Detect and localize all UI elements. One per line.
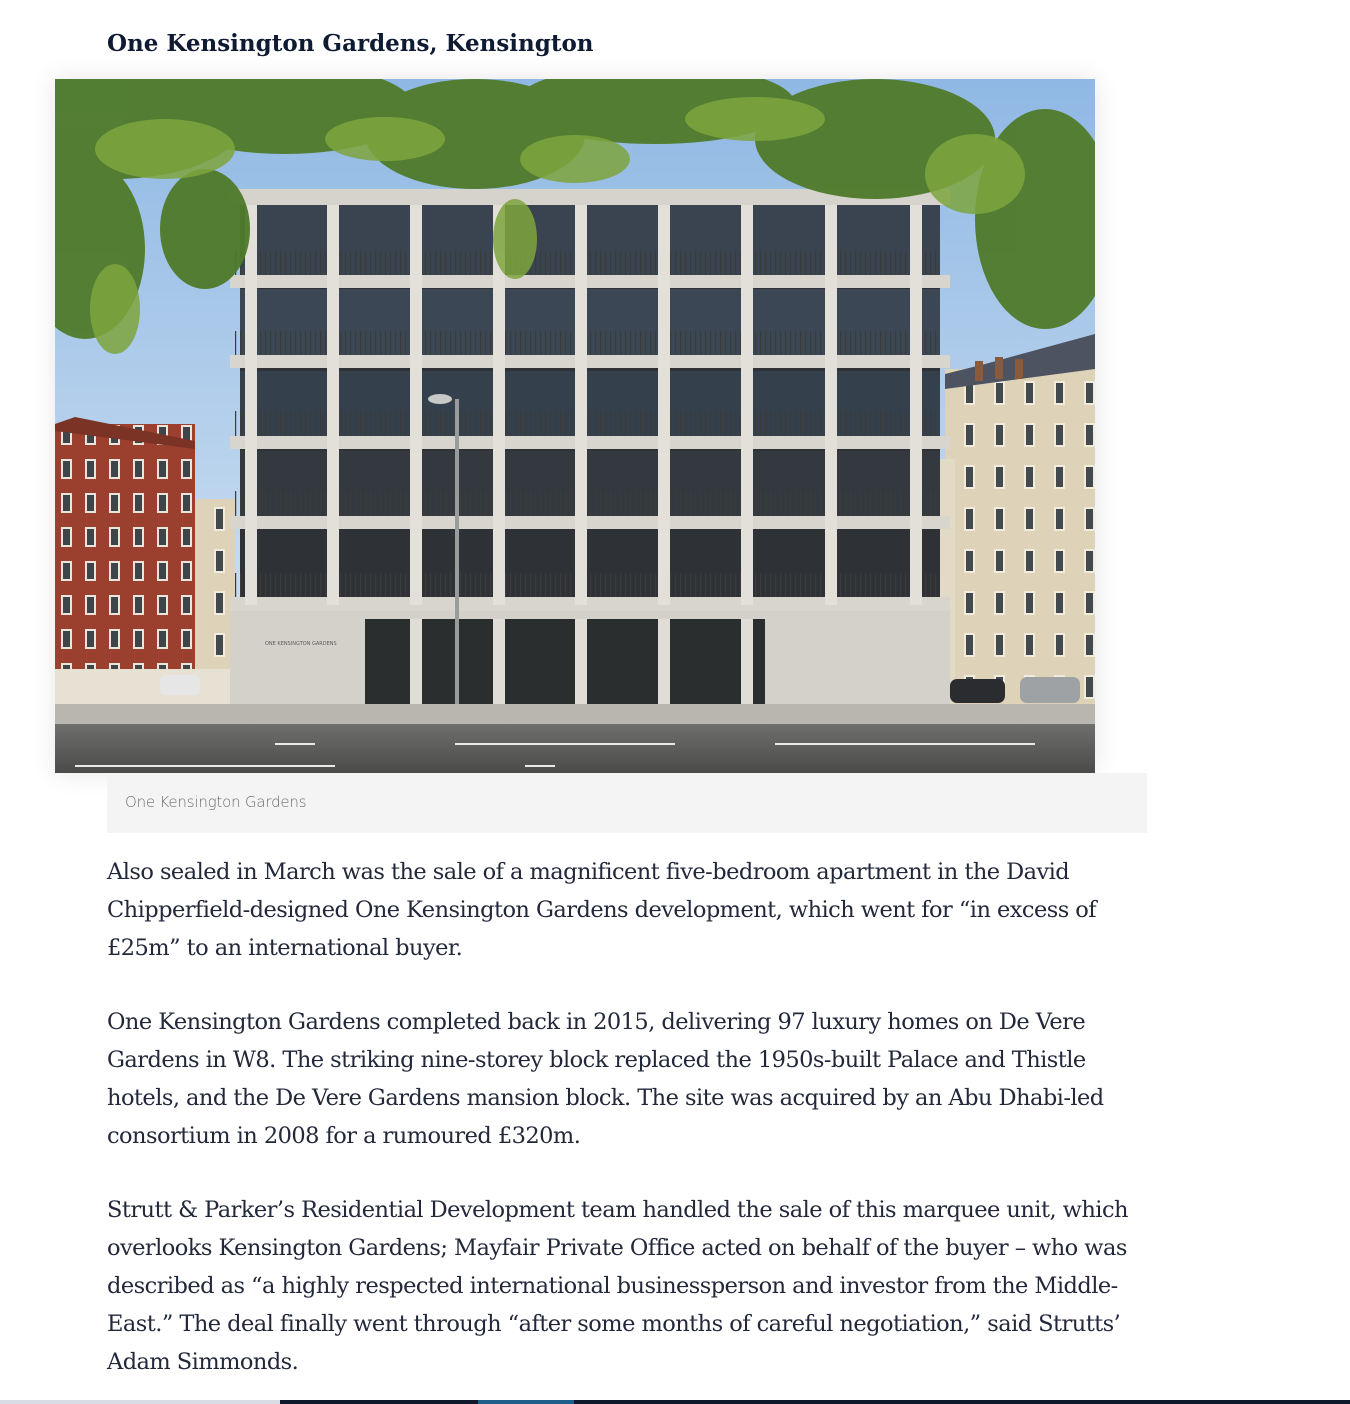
- image-caption: One Kensington Gardens: [125, 793, 307, 811]
- paragraph-2: One Kensington Gardens completed back in 2015, delivering 97 luxury homes on De Vere Gardens in W8. The striking nine-storey block replaced the 1950s-built Palace and Thistle hotels, and the De Vere Gardens mansion block. The site was acquired by an Abu Dhabi-led consortium in 2008 for a rumoured £320m.: [107, 1009, 1104, 1149]
- paragraph-3: Strutt & Parker’s Residential Development team handled the sale of this marquee unit, which overlooks Kensington Gardens; Mayfair Private Office acted on behalf of the buyer – who was described as “a highly respected international businessperson and investor from the Middle-East.” The deal finally went through “after some months of careful negotiation,” said Strutts’ Adam Simmonds.: [107, 1197, 1128, 1375]
- progress-fill: [280, 1400, 1350, 1404]
- paragraph-1: Also sealed in March was the sale of a magnificent five-bedroom apartment in the David Chipperfield-designed One Kensington Gardens development, which went for “in excess of £25m” to an international buyer.: [107, 859, 1097, 961]
- building-photo: [55, 79, 1095, 773]
- reading-progress-bar: [0, 1400, 1350, 1404]
- section-heading: One Kensington Gardens, Kensington: [107, 30, 594, 57]
- progress-accent: [478, 1400, 574, 1404]
- building-sign: ONE KENSINGTON GARDENS: [265, 641, 337, 647]
- image-caption-box: [107, 773, 1147, 833]
